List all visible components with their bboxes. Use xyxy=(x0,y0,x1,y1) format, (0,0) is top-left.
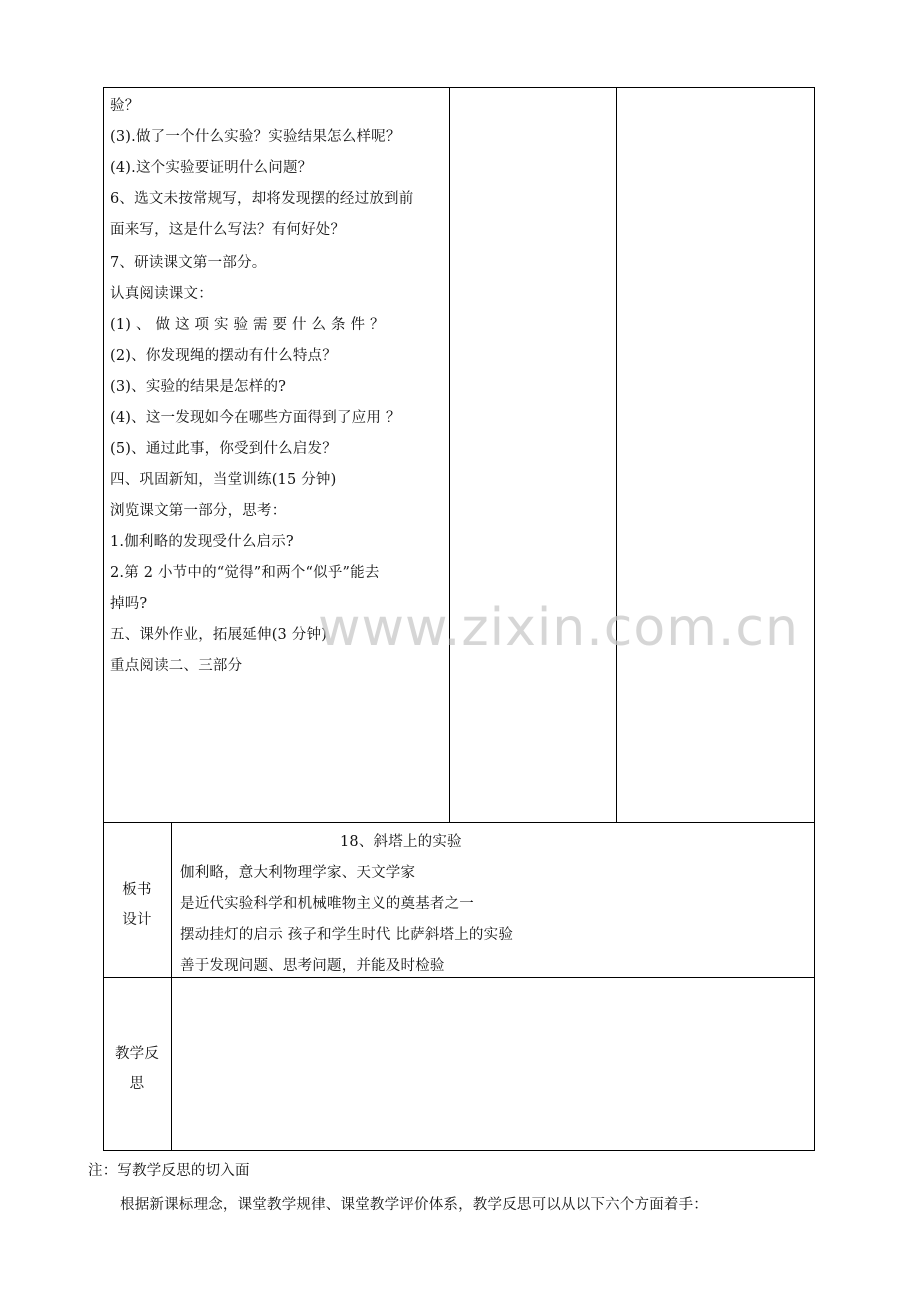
step-line: (3)、实验的结果是怎样的? xyxy=(110,379,287,395)
step-line: 掉吗? xyxy=(110,596,148,612)
row-divider-top xyxy=(103,822,815,823)
footer-note: 注：写教学反思的切入面 xyxy=(88,1163,250,1179)
reflection-label-1: 教学反 xyxy=(114,1046,160,1062)
step-line: 五、课外作业，拓展延伸(3 分钟) xyxy=(110,627,328,643)
step-line: 2.第 2 小节中的“觉得”和两个“似乎”能去 xyxy=(110,565,380,581)
board-design-line: 善于发现问题、思考问题，并能及时检验 xyxy=(180,958,445,974)
board-design-line: 是近代实验科学和机械唯物主义的奠基者之一 xyxy=(180,896,474,912)
row-divider-middle xyxy=(103,977,815,978)
board-design-label-2: 设计 xyxy=(122,912,152,928)
step-line: (2)、你发现绳的摆动有什么特点？ xyxy=(110,348,337,364)
step-line: 验？ xyxy=(110,98,140,114)
column-divider-1 xyxy=(449,87,450,823)
board-design-label-1: 板书 xyxy=(122,882,152,898)
step-line: 四、巩固新知，当堂训练(15 分钟) xyxy=(110,472,337,488)
reflection-label-2: 思 xyxy=(129,1076,145,1092)
step-line: 7、研读课文第一部分。 xyxy=(110,255,267,271)
step-line: 认真阅读课文： xyxy=(110,286,213,302)
step-line: 面来写，这是什么写法？有何好处？ xyxy=(110,222,346,238)
step-line: (5)、通过此事，你受到什么启发？ xyxy=(110,441,337,457)
step-line: 重点阅读二、三部分 xyxy=(110,658,243,674)
step-line: (4).这个实验要证明什么问题？ xyxy=(110,160,313,176)
board-design-title: 18、斜塔上的实验 xyxy=(340,834,462,850)
step-line: (4)、这一发现如今在哪些方面得到了应用 ？ xyxy=(110,410,401,426)
footer-paragraph: 根据新课标理念，课堂教学规律、课堂教学评价体系，教学反思可以从以下六个方面着手： xyxy=(120,1197,708,1213)
step-line: 浏览课文第一部分，思考： xyxy=(110,503,287,519)
step-line: (1) 、 做 这 项 实 验 需 要 什 么 条 件 ？ xyxy=(110,317,385,333)
step-line: 6、选文未按常规写，却将发现摆的经过放到前 xyxy=(110,191,414,207)
board-design-line: 伽利略，意大利物理学家、天文学家 xyxy=(180,865,416,881)
board-design-line: 摆动挂灯的启示 孩子和学生时代 比萨斜塔上的实验 xyxy=(180,927,514,943)
column-divider-2 xyxy=(616,87,617,823)
label-column-divider xyxy=(171,822,172,1151)
step-line: (3).做了一个什么实验？实验结果怎么样呢？ xyxy=(110,129,401,145)
step-line: 1.伽利略的发现受什么启示? xyxy=(110,534,294,550)
watermark: www.zixin.com.cn xyxy=(318,598,799,658)
